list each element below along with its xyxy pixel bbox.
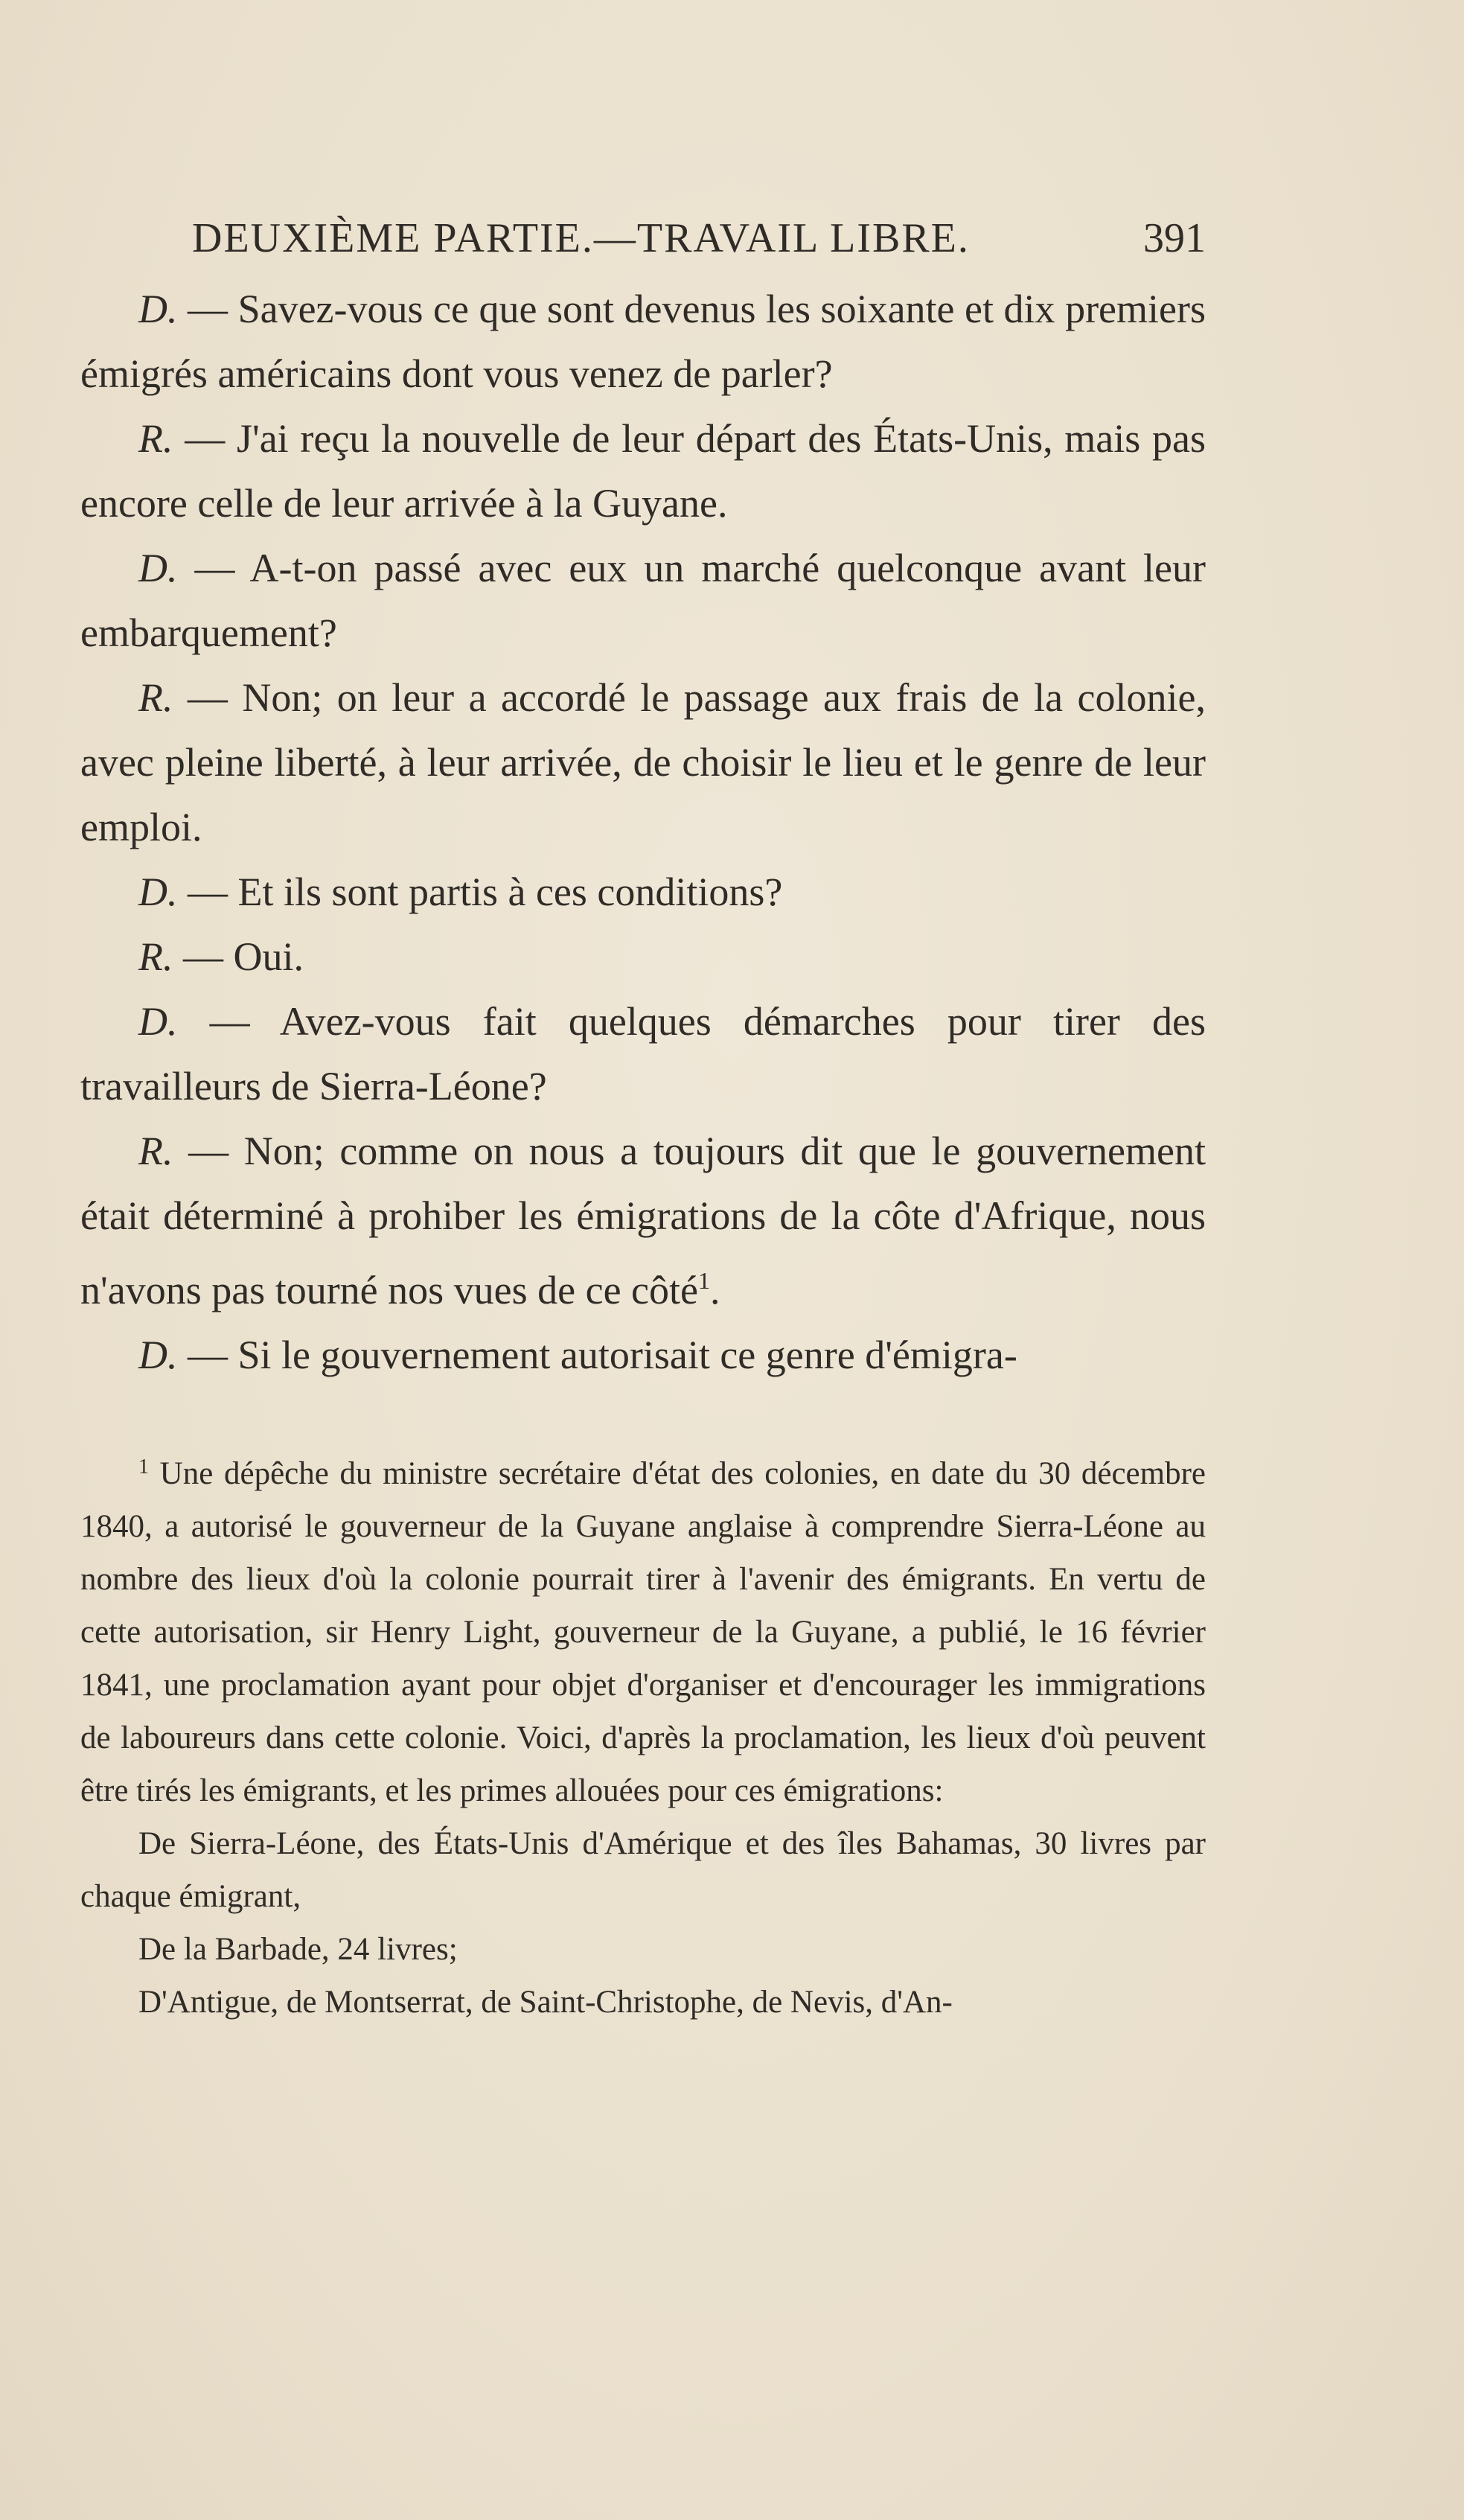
footnote-block [80,1441,1206,2029]
dialogue-paragraph [80,989,1206,1119]
speaker-label: D. [138,546,178,590]
running-head [192,214,1206,267]
dialogue-paragraph [80,536,1206,666]
body-text [80,277,1206,1388]
dialogue-text: — Avez-vous fait quelques démarches pour tirer des travailleurs de Sierra-Léone? [80,999,1206,1109]
speaker-label: D. [138,287,178,331]
dialogue-text-end: . [710,1268,720,1312]
footnote-reference[interactable]: 1 [698,1267,710,1294]
dialogue-text: — Non; comme on nous a toujours dit que le gouvernement était déterminé à prohiber les émigrations de la côte d'Afrique, nous n'avons pas tourné nos vues de ce côté [80,1129,1206,1312]
footnote-text: De Sierra-Léone, des États-Unis d'Amérique et des îles Bahamas, 30 livres par chaque émigrant, [80,1826,1206,1914]
footnote-marker: 1 [138,1455,149,1478]
dialogue-text: — Et ils sont partis à ces conditions? [177,870,783,914]
dialogue-paragraph [80,925,1206,989]
dialogue-text: — Non; on leur a accordé le passage aux frais de la colonie, avec pleine liberté, à leur arrivée, de choisir le lieu et le genre de leur emploi. [80,675,1206,849]
page-number: 391 [1143,215,1206,261]
dialogue-paragraph [80,666,1206,860]
dialogue-paragraph [80,406,1206,536]
footnote-paragraph [80,1441,1206,1817]
footnote-text: De la Barbade, 24 livres; [138,1932,458,1967]
footnote-text: Une dépêche du ministre secrétaire d'état des colonies, en date du 30 décembre 1840, a autorisé le gouverneur de la Guyane anglaise à comprendre Sierra-Léone au nombre des lieux d'où la colonie pourrait tirer à l'avenir des émigrants. En vertu de cette autorisation, sir Henry Light, gouverneur de la Guyane, a publié, le 16 février 1841, une proclamation ayant pour objet d'organiser et d'encourager les immigrations de laboureurs dans cette colonie. Voici, d'après la proclamation, les lieux d'où peuvent être tirés les émigrants, et les primes allouées pour ces émigrations: [80,1456,1206,1808]
dialogue-paragraph [80,1323,1206,1388]
dialogue-text: — Si le gouvernement autorisait ce genre d'émigra- [177,1333,1017,1377]
footnote-paragraph [80,1817,1206,1923]
dialogue-text: — Savez-vous ce que sont devenus les soixante et dix premiers émigrés américains dont vous venez de parler? [80,287,1206,396]
speaker-label: D. [138,1333,178,1377]
dialogue-text: — J'ai reçu la nouvelle de leur départ des États-Unis, mais pas encore celle de leur arrivée à la Guyane. [80,416,1206,526]
speaker-label: D. [138,999,178,1044]
speaker-label: R. [138,934,173,979]
footnote-paragraph [80,1976,1206,2029]
speaker-label: R. [138,675,173,720]
dialogue-text: — A-t-on passé avec eux un marché quelconque avant leur embarquement? [80,546,1206,655]
footnote-paragraph [80,1923,1206,1976]
footnote-text: D'Antigue, de Montserrat, de Saint-Christophe, de Nevis, d'An- [138,1985,953,2020]
speaker-label: R. [138,416,173,461]
dialogue-paragraph [80,1119,1206,1323]
running-head-title: DEUXIÈME PARTIE.—TRAVAIL LIBRE. [192,215,970,261]
dialogue-paragraph [80,860,1206,925]
speaker-label: D. [138,870,178,914]
dialogue-paragraph [80,277,1206,406]
dialogue-text: — Oui. [173,934,304,979]
speaker-label: R. [138,1129,173,1173]
